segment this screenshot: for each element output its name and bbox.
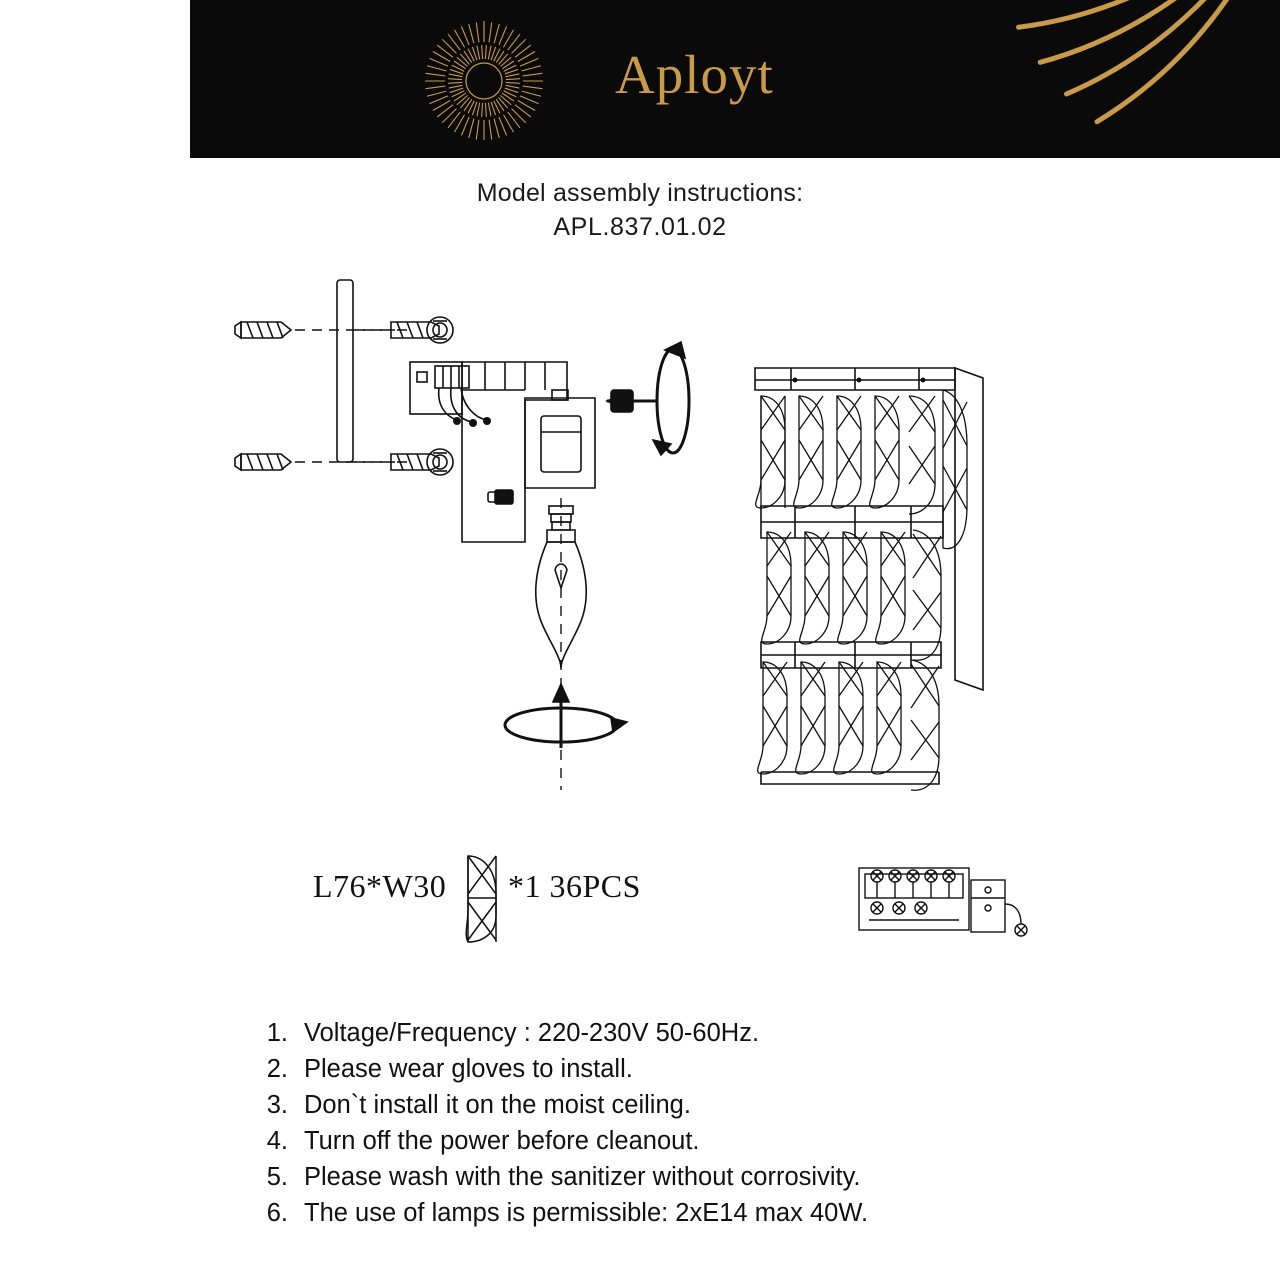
list-item xyxy=(250,1123,1070,1159)
crystal-quantity-label: *1 36PCS xyxy=(508,868,641,904)
note-text: The use of lamps is permissible: 2xE14 max 40W. xyxy=(304,1199,869,1227)
note-number: 1. xyxy=(266,1019,288,1047)
wall-bracket xyxy=(410,362,567,542)
note-text: Turn off the power before cleanout. xyxy=(304,1127,700,1155)
terminal-block-wiring-icon xyxy=(855,858,1035,948)
lamp-base-body xyxy=(525,390,595,488)
crystal-shade-assembly xyxy=(755,368,983,790)
title-line-1: Model assembly instructions: xyxy=(476,179,804,207)
note-text: Please wear gloves to install. xyxy=(304,1055,633,1083)
parts-spec-row xyxy=(195,840,1195,970)
brand-name: Aployt xyxy=(615,44,774,105)
note-text: Please wash with the sanitizer without corrosivity. xyxy=(304,1163,861,1191)
note-number: 3. xyxy=(266,1091,288,1119)
note-text: Don`t install it on the moist ceiling. xyxy=(304,1091,691,1119)
safety-notes-list xyxy=(250,1015,1070,1231)
note-number: 4. xyxy=(266,1127,288,1155)
note-text: Voltage/Frequency : 220-230V 50-60Hz. xyxy=(304,1019,760,1047)
page-title xyxy=(0,176,1280,244)
mounting-plate xyxy=(337,280,353,462)
crystal-dimension-label: L76*W30 xyxy=(313,868,447,904)
list-item xyxy=(250,1195,1070,1231)
list-item xyxy=(250,1015,1070,1051)
note-number: 2. xyxy=(266,1055,288,1083)
sunburst-logo-icon xyxy=(422,19,546,143)
brand-header xyxy=(190,0,1280,158)
list-item xyxy=(250,1159,1070,1195)
crystal-pendant-icon xyxy=(458,850,504,946)
list-item xyxy=(250,1051,1070,1087)
wall-anchor-bottom xyxy=(235,454,291,470)
note-number: 6. xyxy=(266,1199,288,1227)
rotation-arrow-vertical xyxy=(505,684,627,748)
note-number: 5. xyxy=(266,1163,288,1191)
palm-fan-rays-icon xyxy=(780,0,1280,158)
wall-anchor-top xyxy=(235,322,291,338)
list-item xyxy=(250,1087,1070,1123)
model-number: APL.837.01.02 xyxy=(553,213,727,241)
rotation-arrow-horizontal xyxy=(607,342,689,455)
wall-sconce-assembly-diagram xyxy=(195,270,1195,830)
